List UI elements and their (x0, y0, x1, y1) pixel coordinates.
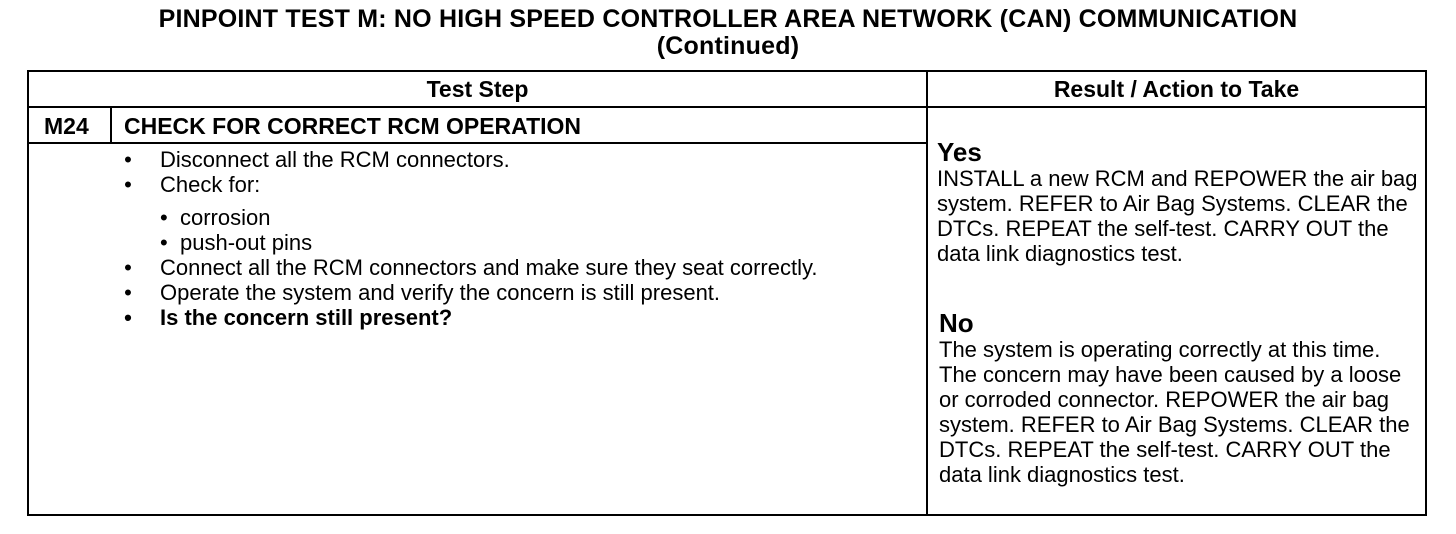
result-no-label: No (939, 308, 974, 338)
column-divider-step-id (110, 107, 112, 143)
step-id: M24 (44, 113, 89, 139)
result-no (939, 309, 1421, 487)
step-item-operate (118, 280, 908, 305)
test-step-list (118, 147, 908, 330)
result-yes-label: Yes (937, 137, 982, 167)
sub-bullet-icon: • (160, 205, 168, 230)
check-item-push-out-pins (160, 230, 908, 255)
check-item-list (118, 205, 908, 255)
step-question-text: Is the concern still present? (160, 305, 453, 330)
bullet-icon: • (124, 172, 132, 197)
step-item-check-for (118, 172, 908, 197)
column-divider-result (926, 70, 928, 516)
bullet-icon: • (124, 280, 132, 305)
check-item-text: corrosion (180, 205, 271, 230)
header-result-action: Result / Action to Take (1053, 76, 1300, 102)
title-line-2: (Continued) (656, 32, 800, 60)
step-text: Disconnect all the RCM connectors. (160, 147, 510, 172)
step-item-disconnect (118, 147, 908, 172)
bullet-icon: • (124, 147, 132, 172)
sub-bullet-icon: • (160, 230, 168, 255)
step-text: Operate the system and verify the concern is still present. (160, 280, 721, 305)
header-divider (27, 106, 1427, 108)
check-item-text: push-out pins (180, 230, 313, 255)
result-yes-text: INSTALL a new RCM and REPOWER the air bag system. REFER to Air Bag Systems. CLEAR the DTCs. REPEAT the self-test. CARRY OUT the data link diagnostics test. (937, 166, 1418, 266)
page-title (0, 6, 1456, 60)
step-text: Check for: (160, 172, 261, 197)
check-item-corrosion (160, 205, 908, 230)
step-item-connect (118, 255, 860, 280)
result-no-text: The system is operating correctly at this time. The concern may have been caused by a loose or corroded connector. REPOWER the air bag system. REFER to Air Bag Systems. CLEAR the DTCs. REPEAT the self-test. CARRY OUT the data link diagnostics test. (939, 337, 1410, 487)
bullet-icon: • (124, 305, 132, 330)
step-title: CHECK FOR CORRECT RCM OPERATION (124, 113, 582, 139)
step-item-question (118, 305, 908, 330)
bullet-icon: • (124, 255, 132, 280)
step-text: Connect all the RCM connectors and make sure they seat correctly. (160, 255, 818, 280)
header-test-step: Test Step (426, 76, 529, 102)
result-yes (937, 138, 1419, 266)
step-title-divider (27, 142, 927, 144)
title-line-1: PINPOINT TEST M: NO HIGH SPEED CONTROLLER AREA NETWORK (CAN) COMMUNICATION (158, 5, 1298, 33)
